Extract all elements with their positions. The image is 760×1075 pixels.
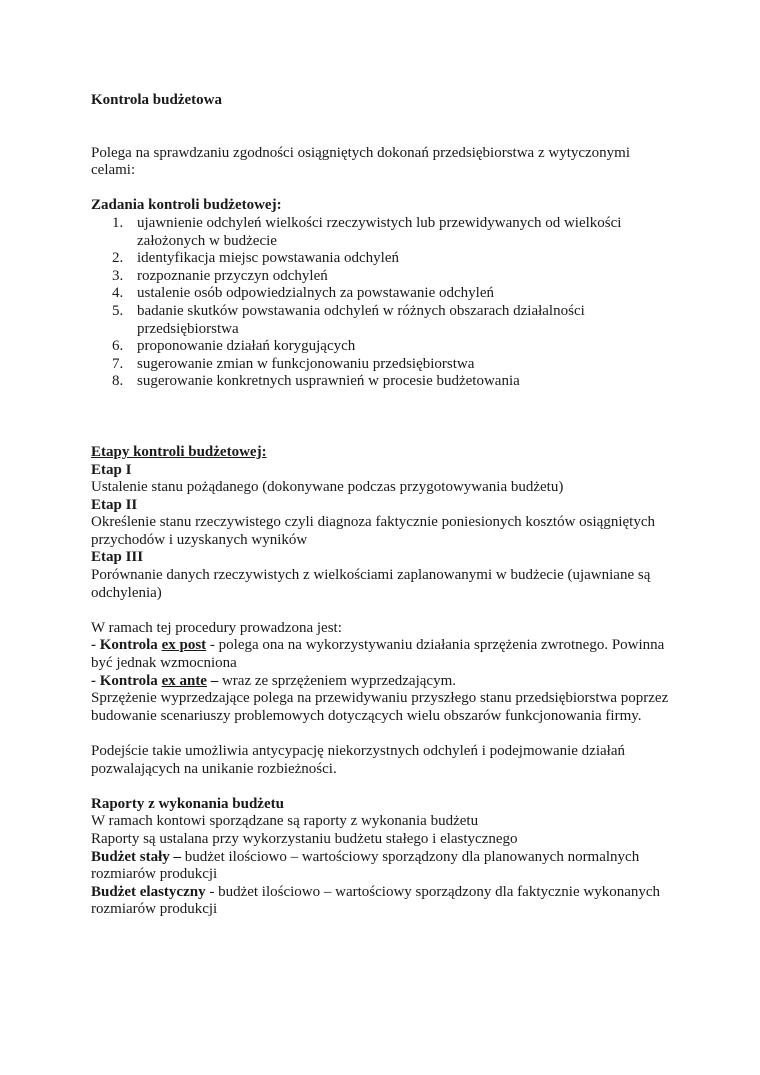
document-title: Kontrola budżetowa bbox=[91, 92, 222, 108]
stage-label: Etap I bbox=[91, 461, 132, 478]
procedure-intro: W ramach tej procedury prowadzona jest: bbox=[91, 619, 342, 636]
exante-paragraph: - Kontrola ex ante – wraz ze sprzężeniem wyprzedzającym. bbox=[91, 672, 456, 689]
stages-heading: Etapy kontroli budżetowej: bbox=[91, 443, 267, 460]
stage-label: Etap III bbox=[91, 549, 144, 566]
list-item: 3. rozpoznanie przyczyn odchyleń bbox=[112, 267, 328, 284]
list-item: 8. sugerowanie konkretnych usprawnień w procesie budżetowania bbox=[112, 373, 520, 390]
expost-term: ex post bbox=[161, 637, 207, 654]
flexible-budget-paragraph: Budżet elastyczny - budżet ilościowo – wartościowy sporządzony dla faktycznie wykonanych rozmiarów produkcji bbox=[91, 883, 661, 918]
list-item: 4. ustalenie osób odpowiedzialnych za powstawanie odchyleń bbox=[112, 285, 494, 302]
reports-line: W ramach kontowi sporządzane są raporty z wykonania budżetu bbox=[91, 813, 479, 830]
tasks-heading: Zadania kontroli budżetowej: bbox=[91, 197, 282, 214]
stage-text: Porównanie danych rzeczywistych z wielkościami zaplanowanymi w budżecie (ujawniane są odchylenia) bbox=[91, 567, 651, 601]
list-item: 7. sugerowanie zmian w funkcjonowaniu przedsiębiorstwa bbox=[112, 355, 475, 372]
list-item: 2. identyfikacja miejsc powstawania odchyleń bbox=[112, 250, 399, 267]
approach-paragraph: Podejście takie umożliwia antycypację niekorzystnych odchyleń i podejmowanie działań pozwalających na unikanie rozbieżności. bbox=[91, 743, 625, 777]
exante-description: Sprzężenie wyprzedzające polega na przewidywaniu przyszłego stanu przedsiębiorstwa poprzez budowanie scenariuszy problemowych dotyczących wielu obszarów funkcjonowania firmy. bbox=[91, 690, 669, 724]
intro-paragraph: Polega na sprawdzaniu zgodności osiągniętych dokonań przedsiębiorstwa z wytyczonymi celami: bbox=[91, 144, 631, 179]
document-page bbox=[91, 92, 671, 919]
stage-text: Określenie stanu rzeczywistego czyli diagnoza faktycznie poniesionych kosztów osiągniętych przychodów i uzyskanych wyników bbox=[91, 514, 655, 548]
stage-label: Etap II bbox=[91, 496, 138, 513]
stage-text: Ustalenie stanu pożądanego (dokonywane podczas przygotowywania budżetu) bbox=[91, 479, 564, 496]
reports-line: Raporty są ustalana przy wykorzystaniu budżetu stałego i elastycznego bbox=[91, 830, 518, 847]
list-item: 6. proponowanie działań korygujących bbox=[112, 338, 356, 355]
fixed-budget-paragraph: Budżet stały – budżet ilościowo – wartościowy sporządzony dla planowanych normalnych rozmiarów produkcji bbox=[91, 848, 640, 883]
list-item: 5. badanie skutków powstawania odchyleń w różnych obszarach działalności przedsiębiorstwa bbox=[112, 302, 585, 337]
exante-term: ex ante bbox=[161, 672, 207, 689]
expost-paragraph: - Kontrola ex post - polega ona na wykorzystywaniu działania sprzężenia zwrotnego. Powinna być jednak wzmocniona bbox=[91, 637, 665, 672]
list-item: 1. ujawnienie odchyleń wielkości rzeczywistych lub przewidywanych od wielkości założonych w budżecie bbox=[112, 214, 622, 249]
reports-heading: Raporty z wykonania budżetu bbox=[91, 795, 284, 812]
tasks-list bbox=[91, 215, 671, 391]
